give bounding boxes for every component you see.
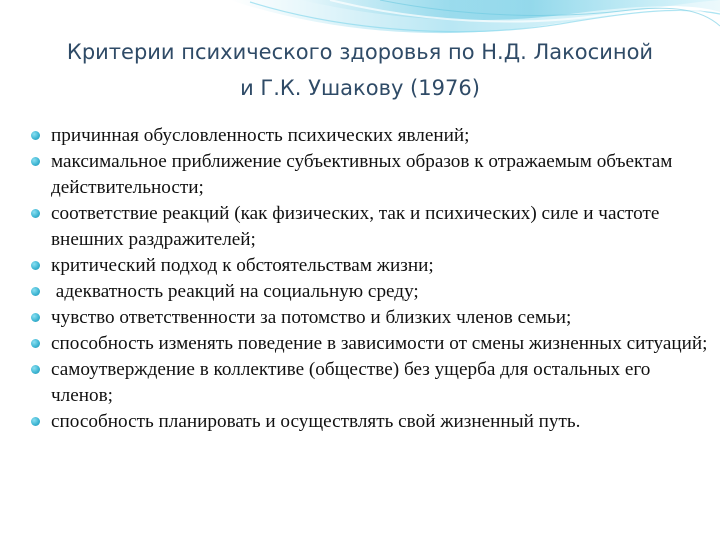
list-item-text: причинная обусловленность психических явлений; bbox=[51, 125, 470, 146]
circle-bullet-icon bbox=[31, 287, 40, 296]
slide-title bbox=[20, 34, 700, 106]
list-item-text: критический подход к обстоятельствам жизни; bbox=[51, 255, 434, 276]
circle-bullet-icon bbox=[31, 157, 40, 166]
circle-bullet-icon bbox=[31, 365, 40, 374]
list-item bbox=[31, 357, 711, 409]
list-item-text: самоутверждение в коллективе (обществе) без ущерба для остальных его членов; bbox=[51, 359, 651, 406]
list-item-text: способность планировать и осуществлять свой жизненный путь. bbox=[51, 411, 581, 432]
list-item-text: максимальное приближение субъективных образов к отражаемым объектам действительности; bbox=[51, 151, 673, 198]
circle-bullet-icon bbox=[31, 261, 40, 270]
slide-title-line-2: и Г.К. Ушакову (1976) bbox=[240, 76, 480, 100]
circle-bullet-icon bbox=[31, 417, 40, 426]
list-item bbox=[31, 253, 711, 279]
list-item bbox=[31, 149, 711, 201]
list-item bbox=[31, 279, 711, 305]
circle-bullet-icon bbox=[31, 131, 40, 140]
list-item bbox=[31, 305, 711, 331]
criteria-list bbox=[31, 123, 711, 435]
list-item-text: способность изменять поведение в зависимости от смены жизненных ситуаций; bbox=[51, 333, 708, 354]
list-item-text: адекватность реакций на социальную среду; bbox=[51, 281, 419, 302]
circle-bullet-icon bbox=[31, 209, 40, 218]
list-item bbox=[31, 201, 711, 253]
list-item bbox=[31, 123, 711, 149]
circle-bullet-icon bbox=[31, 339, 40, 348]
list-item-text: соответствие реакций (как физических, так и психических) силе и частоте внешних раздражителей; bbox=[51, 203, 660, 250]
circle-bullet-icon bbox=[31, 313, 40, 322]
list-item bbox=[31, 409, 711, 435]
list-item bbox=[31, 331, 711, 357]
slide-title-line-1: Критерии психического здоровья по Н.Д. Лакосиной bbox=[66, 40, 654, 64]
list-item-text: чувство ответственности за потомство и близких членов семьи; bbox=[51, 307, 572, 328]
